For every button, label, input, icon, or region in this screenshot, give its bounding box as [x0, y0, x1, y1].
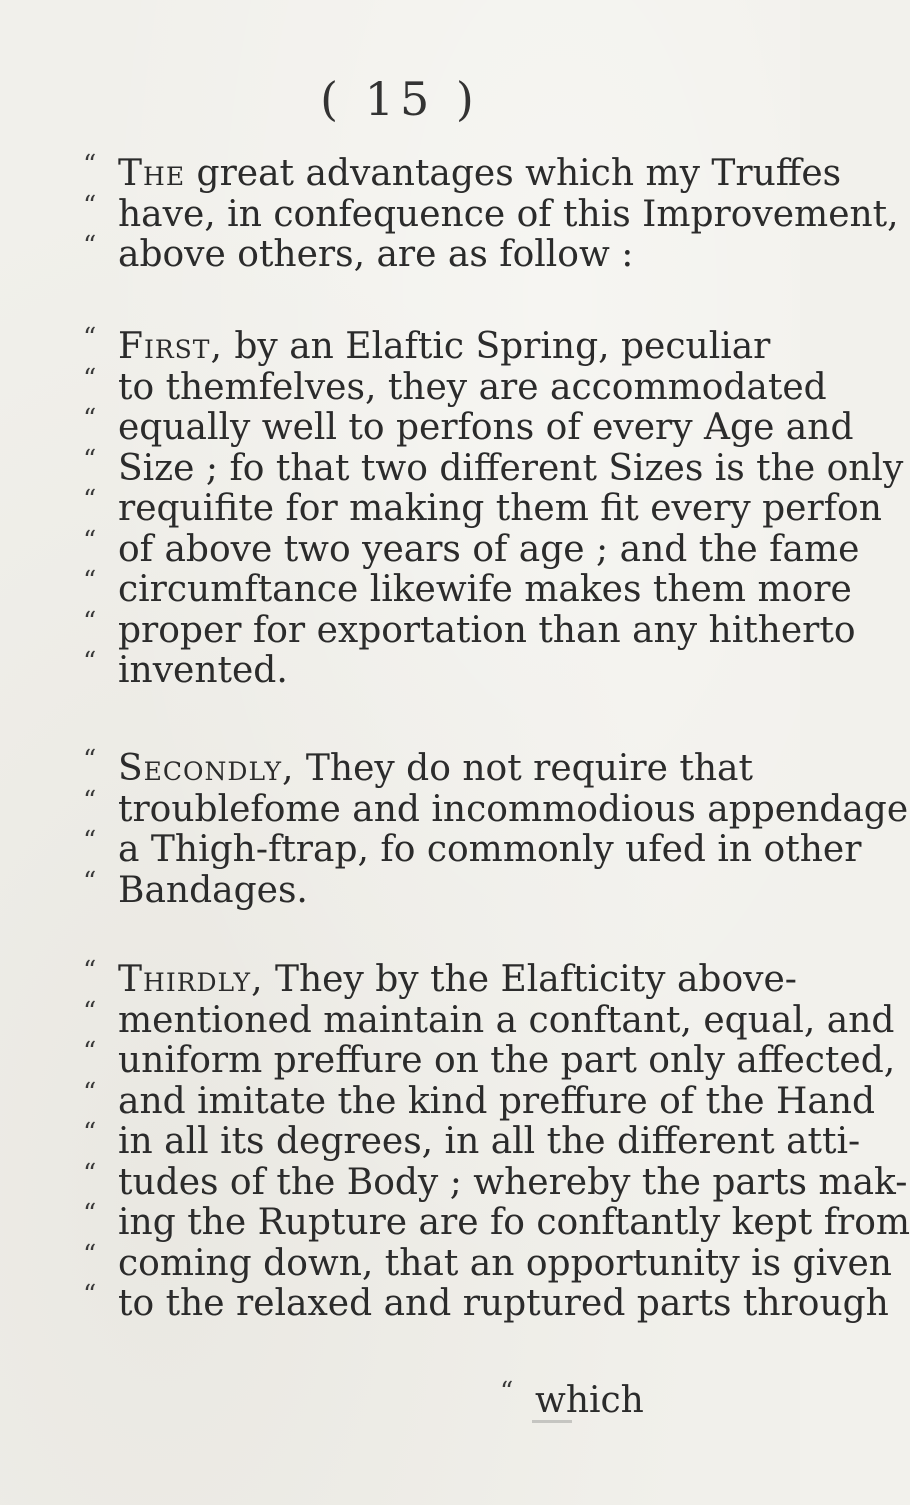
quote-mark: “ [83, 1037, 97, 1067]
quote-mark: “ [83, 745, 97, 775]
line-text: troublefome and incommodious appendage [118, 788, 909, 830]
quote-mark: “ [83, 444, 97, 475]
quote-mark: “ [83, 525, 97, 556]
line-text: They do not require that [294, 748, 753, 789]
line-text: requifite for making them fit every perfon [118, 488, 882, 529]
line-text: invented. [118, 650, 288, 691]
line-text: Size ; fo that two different Sizes is the only [118, 447, 904, 489]
quote-mark: “ [83, 231, 97, 261]
quote-mark: “ [83, 190, 97, 221]
line-text: proper for exportation than any hitherto [118, 609, 856, 651]
ink-mark [532, 1420, 572, 1423]
line-text: great advantages which my Truffes [185, 153, 842, 194]
lead-word: Secondly, [118, 748, 295, 789]
line-text: of above two years of age ; and the fame [118, 528, 860, 570]
quote-mark: “ [83, 866, 97, 897]
quote-mark: “ [83, 1199, 97, 1229]
line-text: coming down, that an opportunity is given [118, 1242, 892, 1284]
text-line [83, 1275, 889, 1324]
line-text: a Thigh-ftrap, fo commonly ufed in other [118, 829, 862, 870]
text-line [83, 862, 753, 911]
line-text: Bandages. [118, 869, 308, 911]
quote-mark: “ [500, 1377, 514, 1407]
quote-mark: “ [83, 826, 97, 856]
quote-mark: “ [83, 404, 97, 434]
lead-word: First, [118, 326, 223, 367]
line-text: equally well to perfons of every Age and [118, 407, 854, 448]
catchword-text: which [535, 1380, 644, 1421]
line-text: to the relaxed and ruptured parts through [118, 1283, 889, 1324]
quote-mark: “ [83, 1118, 97, 1148]
line-text: to themfelves, they are accommodated [118, 366, 827, 408]
text-line [83, 642, 753, 691]
line-text: circumftance likewife makes them more [118, 569, 852, 610]
quote-mark: “ [83, 1239, 97, 1270]
quote-mark: “ [83, 150, 97, 180]
line-text: in all its degrees, in all the different atti- [118, 1121, 861, 1162]
quote-mark: “ [83, 566, 97, 596]
quote-mark: “ [83, 485, 97, 515]
lead-word: The [118, 153, 186, 194]
quote-mark: “ [83, 1158, 97, 1189]
lead-word: Thirdly, [118, 959, 264, 1000]
quote-mark: “ [83, 785, 97, 816]
line-text: uniform preffure on the part only affected, [118, 1040, 896, 1081]
line-text: above others, are as follow : [118, 234, 634, 275]
quote-mark: “ [83, 1280, 97, 1310]
quote-mark: “ [83, 647, 97, 677]
line-text: ing the Rupture are fo conftantly kept from [118, 1202, 910, 1243]
quote-mark: “ [83, 956, 97, 986]
line-text: tudes of the Body ; whereby the parts mak- [118, 1161, 908, 1203]
line-text: by an Elaftic Spring, peculiar [222, 326, 771, 367]
page-number: ( 15 ) [320, 72, 480, 126]
line-text: have, in confequence of this Improvement, [118, 193, 899, 235]
catchword [500, 1372, 644, 1421]
line-text: They by the Elafticity above- [263, 959, 797, 1000]
quote-mark: “ [83, 1077, 97, 1108]
line-text: and imitate the kind preffure of the Hand [118, 1080, 876, 1122]
quote-mark: “ [83, 606, 97, 637]
quote-mark: “ [83, 323, 97, 353]
quote-mark: “ [83, 996, 97, 1027]
text-line [83, 226, 753, 275]
quote-mark: “ [83, 363, 97, 394]
line-text: mentioned maintain a conftant, equal, and [118, 999, 895, 1041]
